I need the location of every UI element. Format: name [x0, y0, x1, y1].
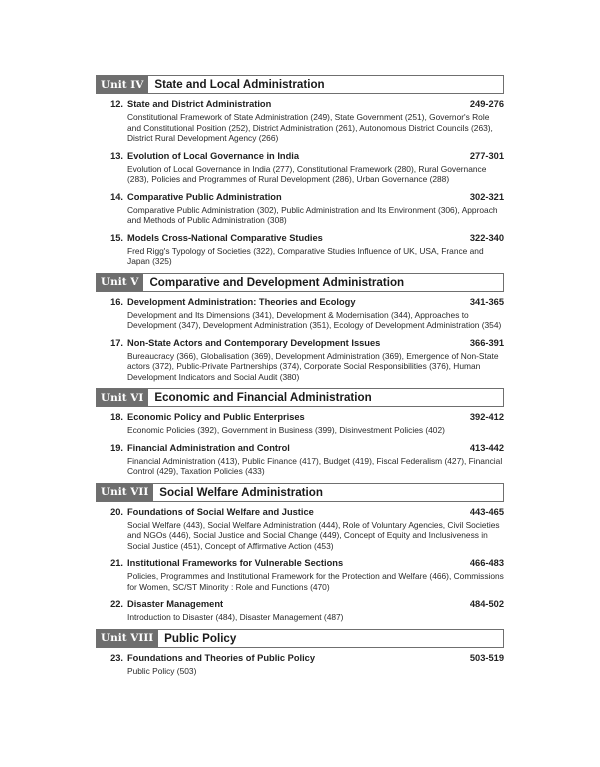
unit-title: Public Policy	[164, 631, 237, 645]
unit-tag: Unit VII	[97, 484, 153, 501]
chapter-title: Institutional Frameworks for Vulnerable Sections	[127, 558, 344, 568]
chapter-title: Disaster Management	[127, 599, 224, 609]
chapter-number: 12.	[110, 99, 123, 109]
chapter-title: Foundations of Social Welfare and Justice	[127, 506, 314, 517]
chapter-topics: Policies, Programmes and Institutional Framework for the Protection and Welfare (466), Commissions for Women, SC/ST Minority : Role and Functions (470)	[127, 571, 504, 592]
chapter-number: 23.	[110, 652, 123, 663]
chapter-topics: Bureaucracy (366), Globalisation (369), Development Administration (369), Emergence of Non-State actors (372), Public-Private Partnerships (374), Corporate Social Responsibilities (376), Human Development Indicators and Social Audit (380)	[127, 350, 499, 382]
unit-tag: Unit IV	[97, 76, 148, 93]
chapter-number: 18.	[110, 412, 123, 422]
unit-header	[96, 388, 504, 407]
chapter-entry	[104, 338, 504, 383]
chapter-topics: Fred Rigg's Typology of Societies (322), Comparative Studies Influence of UK, USA, France and Japan (325)	[127, 245, 484, 266]
chapter-title: Financial Administration and Control	[127, 442, 290, 453]
chapter-number: 21.	[110, 558, 123, 568]
table-of-contents	[96, 75, 504, 676]
chapter-entry	[104, 653, 504, 677]
chapter-pages: 277-301	[469, 150, 504, 161]
chapter-entry	[104, 412, 504, 436]
chapter-topics: Economic Policies (392), Government in Business (399), Disinvestment Policies (402)	[127, 425, 445, 435]
chapter-number: 19.	[110, 442, 123, 453]
chapter-entry	[104, 192, 504, 226]
chapter-entry	[104, 599, 504, 623]
chapter-topics: Public Policy (503)	[127, 665, 197, 676]
chapter-number: 16.	[110, 296, 123, 307]
chapter-pages: 503-519	[469, 652, 504, 663]
chapter-topics: Constitutional Framework of State Administration (249), State Government (251), Governor's Role and Constitutional Position (252), District Administration (261), Autonomous District Councils (263), District Rural Development Agency (266)	[127, 112, 493, 143]
chapter-pages: 484-502	[469, 599, 504, 609]
chapter-topics: Introduction to Disaster (484), Disaster Management (487)	[127, 612, 344, 622]
chapter-topics: Evolution of Local Governance in India (277), Constitutional Framework (280), Rural Governance (283), Policies and Programmes of Rural Development (286), Urban Governance (288)	[127, 163, 487, 184]
chapter-entry	[104, 297, 504, 331]
chapter-entry	[104, 558, 504, 592]
chapter-title: Foundations and Theories of Public Policy	[127, 652, 316, 663]
unit-tag: Unit V	[97, 274, 143, 291]
chapter-entry	[104, 151, 504, 185]
unit-title: State and Local Administration	[154, 78, 325, 91]
chapter-number: 15.	[110, 232, 123, 243]
chapter-entry	[104, 507, 504, 552]
chapter-title: State and District Administration	[127, 99, 272, 109]
unit-tag: Unit VI	[97, 389, 148, 406]
unit-title: Economic and Financial Administration	[154, 391, 372, 404]
chapter-number: 14.	[110, 191, 123, 202]
chapter-topics: Social Welfare (443), Social Welfare Administration (444), Role of Voluntary Agencies, Civil Societies and NGOs (446), Social Justice and Social Change (449), Concept of Equity and Inclusiveness in Social Justice (451), Concept of Affirmative Action (453)	[127, 519, 500, 551]
chapter-title: Comparative Public Administration	[127, 191, 282, 202]
chapter-number: 17.	[110, 337, 123, 348]
chapter-title: Development Administration: Theories and Ecology	[127, 296, 356, 307]
chapter-title: Economic Policy and Public Enterprises	[127, 412, 305, 422]
chapter-pages: 302-321	[469, 191, 504, 202]
unit-header	[96, 483, 504, 502]
unit-tag: Unit VIII	[97, 630, 158, 647]
chapter-number: 22.	[110, 599, 123, 609]
chapter-number: 13.	[110, 150, 123, 161]
chapter-title: Non-State Actors and Contemporary Development Issues	[127, 337, 381, 348]
chapter-pages: 366-391	[469, 337, 504, 348]
chapter-topics: Comparative Public Administration (302), Public Administration and Its Environment (306), Approach and Methods of Public Administration (308)	[127, 204, 498, 225]
unit-header	[96, 75, 504, 94]
chapter-title: Evolution of Local Governance in India	[127, 150, 300, 161]
chapter-pages: 341-365	[469, 296, 504, 307]
unit-title: Social Welfare Administration	[159, 485, 323, 499]
chapter-number: 20.	[110, 506, 123, 517]
chapter-entry	[104, 443, 504, 477]
chapter-pages: 392-412	[469, 412, 504, 422]
unit-title: Comparative and Development Administration	[149, 275, 405, 289]
chapter-entry	[104, 233, 504, 267]
unit-header	[96, 273, 504, 292]
chapter-pages: 322-340	[469, 232, 504, 243]
chapter-topics: Financial Administration (413), Public Finance (417), Budget (419), Fiscal Federalism (427), Financial Control (429), Taxation Policies (433)	[127, 455, 503, 476]
chapter-entry	[104, 99, 504, 144]
chapter-pages: 413-442	[469, 442, 504, 453]
chapter-topics: Development and Its Dimensions (341), Development & Modernisation (344), Approaches to Development (347), Development Administration (351), Ecology of Development Administration (354)	[127, 309, 502, 330]
chapter-pages: 443-465	[469, 506, 504, 517]
chapter-pages: 249-276	[469, 99, 504, 109]
unit-header	[96, 629, 504, 648]
chapter-title: Models Cross-National Comparative Studies	[127, 232, 323, 243]
chapter-pages: 466-483	[469, 558, 504, 568]
